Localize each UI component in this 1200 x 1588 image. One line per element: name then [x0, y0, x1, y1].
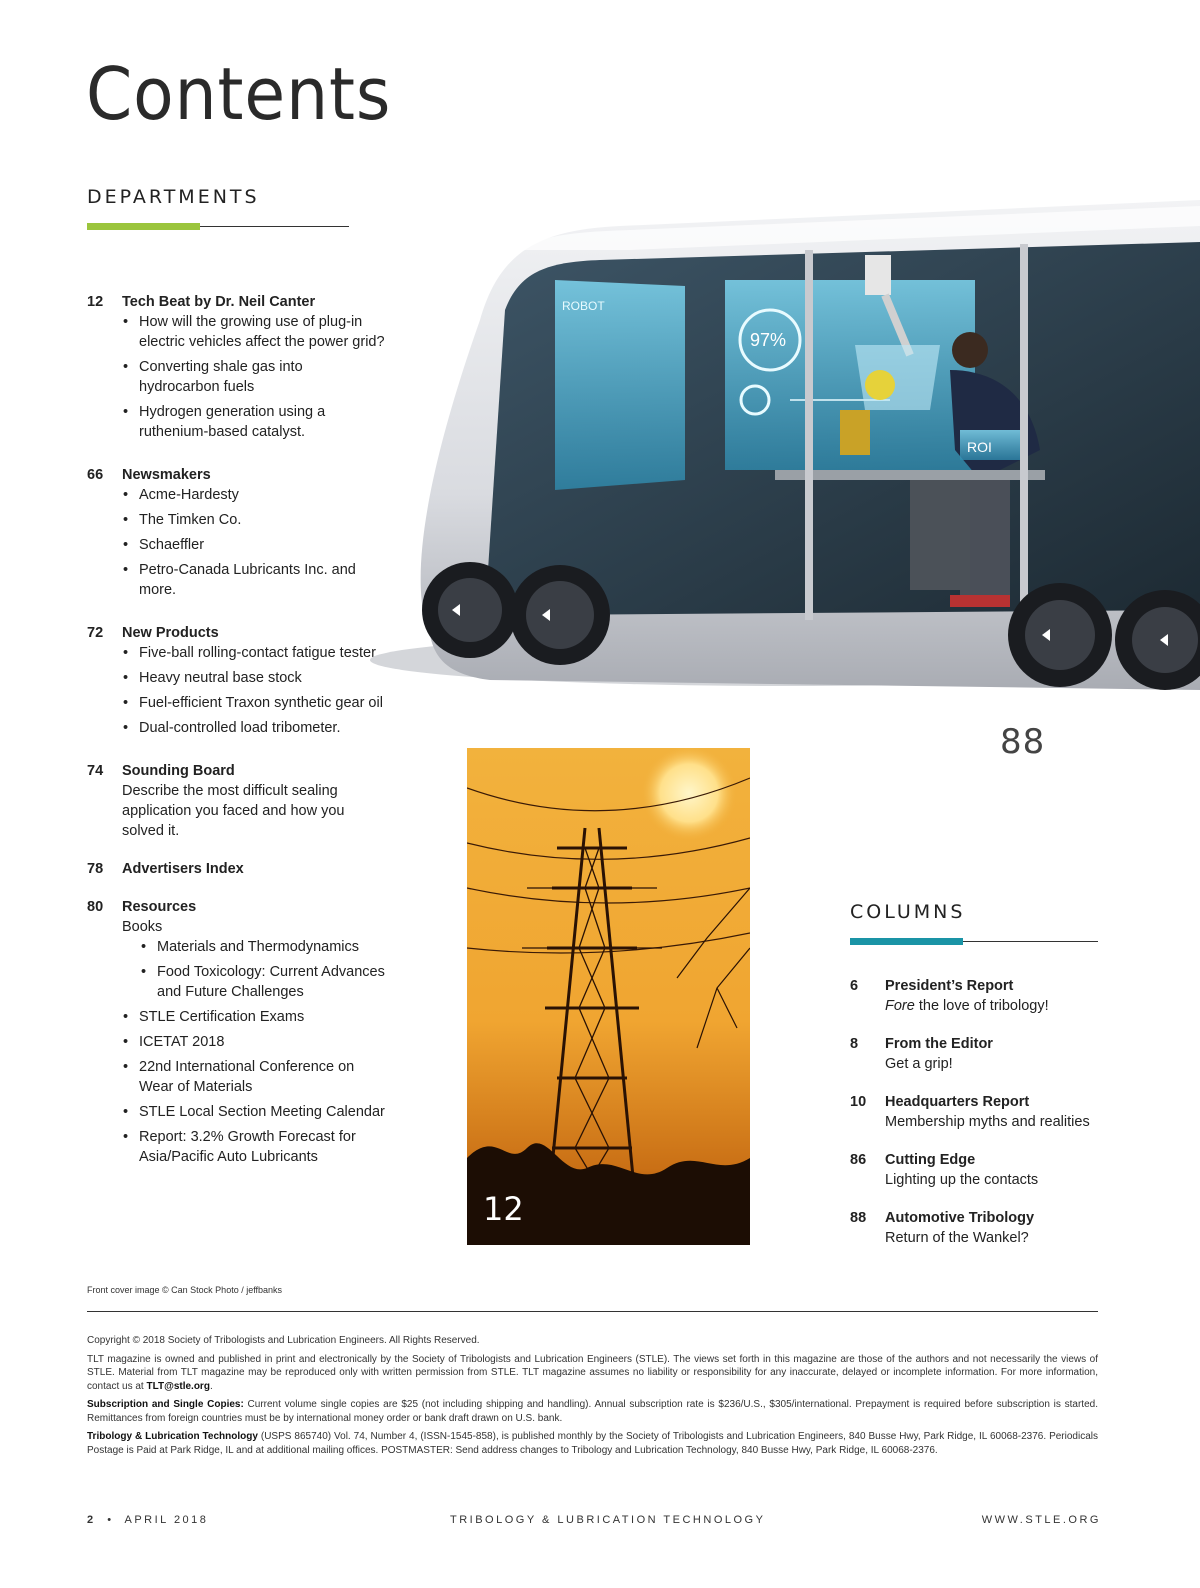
- list-item: • How will the growing use of plug-in electric vehicles affect the power grid?: [122, 312, 387, 352]
- toc-entry[interactable]: [850, 1150, 1110, 1190]
- toc-entry[interactable]: [87, 465, 387, 605]
- entry-description: the love of tribology!: [914, 998, 1049, 1014]
- page-footer: [87, 1514, 1101, 1528]
- entry-title: Newsmakers: [122, 467, 211, 483]
- copyright-line: Copyright © 2018 Society of Tribologists and Lubrication Engineers. All Rights Reserved.: [87, 1335, 480, 1346]
- list-item: • 22nd International Conference on Wear of Materials: [122, 1057, 387, 1097]
- departments-accent-bar: [87, 223, 200, 230]
- entry-page-number: 88: [850, 1210, 867, 1226]
- entry-title: New Products: [122, 625, 219, 641]
- footer-divider: [87, 1311, 1098, 1312]
- entry-description: Membership myths and realities: [885, 1114, 1090, 1130]
- toc-entry[interactable]: [850, 1208, 1110, 1248]
- screen-text-robot: ROBOT: [562, 299, 605, 313]
- entry-title: Advertisers Index: [122, 861, 244, 877]
- entry-page-number: 78: [87, 861, 104, 877]
- toc-entry[interactable]: [850, 1034, 1110, 1074]
- cover-image-credit: Front cover image © Can Stock Photo / jeffbanks: [87, 1285, 283, 1295]
- toc-entry[interactable]: [850, 976, 1110, 1016]
- list-item: • Acme-Hardesty: [122, 485, 387, 505]
- entry-page-number: 86: [850, 1152, 867, 1168]
- power-pylon-image: [467, 748, 750, 1245]
- list-item: • Petro-Canada Lubricants Inc. and more.: [122, 560, 387, 600]
- entry-title: President’s Report: [885, 978, 1014, 994]
- folio-separator: •: [107, 1514, 114, 1526]
- subscription-paragraph: Subscription and Single Copies: Current volume single copies are $25 (not including shipping and handling). Annual subscription rate is $236/U.S., $305/international. Prepayment is required before subscription is started. Remittances from foreign countries must be by international money order or bank draft drawn on U.S. bank.: [87, 1399, 1098, 1424]
- entry-title: Resources: [122, 899, 197, 915]
- entry-page-number: 74: [87, 763, 104, 779]
- list-item: • The Timken Co.: [122, 510, 387, 530]
- screen-text-roi: ROI: [967, 439, 992, 455]
- entry-description: Lighting up the contacts: [885, 1172, 1039, 1188]
- toc-entry[interactable]: [87, 897, 387, 1172]
- toc-entry[interactable]: [87, 761, 387, 841]
- list-item: • STLE Local Section Meeting Calendar: [122, 1102, 387, 1122]
- list-item: • Food Toxicology: Current Advances and Future Challenges: [140, 962, 387, 1002]
- entry-page-number: 10: [850, 1094, 867, 1110]
- entry-page-number: 72: [87, 625, 104, 641]
- ownership-paragraph: TLT magazine is owned and published in print and electronically by the Society of Tribologists and Lubrication Engineers (STLE). The views set forth in this magazine are those of the authors and not necessarily the views of STLE. Material from TLT magazine may be reproduced only with written permission from STLE. TLT magazine assumes no liability or responsibility for any inaccurate, delayed or incomplete information. For more information, contact us at TLT@stle.org.: [87, 1353, 1098, 1392]
- entry-description: Describe the most difficult sealing application you faced and how you solved it.: [122, 783, 345, 839]
- entry-italic-word: Fore: [885, 998, 915, 1014]
- issue-date: APRIL 2018: [124, 1514, 209, 1526]
- magazine-name: TRIBOLOGY & LUBRICATION TECHNOLOGY: [450, 1514, 766, 1526]
- list-item: • ICETAT 2018: [122, 1032, 387, 1052]
- list-item: • Schaeffler: [122, 535, 387, 555]
- list-item: • Heavy neutral base stock: [122, 668, 387, 688]
- bus-page-number: 88: [1000, 722, 1046, 762]
- toc-entry[interactable]: [87, 859, 387, 879]
- entry-title: From the Editor: [885, 1036, 993, 1052]
- columns-list: [850, 976, 1110, 1266]
- list-item: • Converting shale gas into hydrocarbon fuels: [122, 357, 387, 397]
- entry-title: Cutting Edge: [885, 1152, 976, 1168]
- entry-page-number: 66: [87, 467, 104, 483]
- entry-page-number: 8: [850, 1036, 859, 1052]
- toc-entry[interactable]: [87, 292, 387, 447]
- entry-page-number: 80: [87, 899, 104, 915]
- contact-email-link[interactable]: TLT@stle.org: [146, 1380, 210, 1392]
- entry-page-number: 6: [850, 978, 859, 994]
- toc-entry[interactable]: [850, 1092, 1110, 1132]
- columns-heading: COLUMNS: [850, 901, 966, 923]
- departments-list: [87, 292, 387, 1190]
- page-number: 2: [87, 1514, 96, 1526]
- entry-description: Return of the Wankel?: [885, 1230, 1029, 1246]
- columns-accent-bar: [850, 938, 963, 945]
- list-item: • Hydrogen generation using a ruthenium-based catalyst.: [122, 402, 387, 442]
- list-item: • Report: 3.2% Growth Forecast for Asia/Pacific Auto Lubricants: [122, 1127, 387, 1167]
- page-title: Contents: [86, 52, 392, 136]
- list-item: • Materials and Thermodynamics: [140, 937, 387, 957]
- list-item: • Dual-controlled load tribometer.: [122, 718, 387, 738]
- entry-title: Automotive Tribology: [885, 1210, 1035, 1226]
- screen-text-percent: 97%: [750, 330, 787, 350]
- departments-heading: DEPARTMENTS: [87, 186, 260, 208]
- toc-entry[interactable]: [87, 623, 387, 743]
- autonomous-bus-image: [370, 190, 1200, 710]
- list-item: • STLE Certification Exams: [122, 1007, 387, 1027]
- publication-paragraph: Tribology & Lubrication Technology (USPS 865740) Vol. 74, Number 4, (ISSN-1545-858), is published monthly by the Society of Tribologists and Lubrication Engineers, 840 Busse Hwy, Park Ridge, IL 60068-2376. Periodicals Postage is Paid at Park Ridge, IL and at additional mailing offices. POSTMASTER: Send address changes to Tribology and Lubrication Technology, 840 Busse Hwy, Park Ridge, IL 60068-2376.: [87, 1431, 1098, 1456]
- entry-title: Tech Beat by Dr. Neil Canter: [122, 294, 316, 310]
- entry-page-number: 12: [87, 294, 104, 310]
- list-item: • Fuel-efficient Traxon synthetic gear oil: [122, 693, 387, 713]
- entry-subtitle: Books: [122, 919, 163, 935]
- entry-title: Headquarters Report: [885, 1094, 1030, 1110]
- entry-description: Get a grip!: [885, 1056, 953, 1072]
- legal-notice: [87, 1334, 1098, 1462]
- footer-left: [87, 1514, 208, 1526]
- list-item: • Five-ball rolling-contact fatigue tester: [122, 643, 387, 663]
- pylon-page-number: 12: [483, 1190, 524, 1228]
- website-link[interactable]: WWW.STLE.ORG: [981, 1514, 1101, 1526]
- entry-title: Sounding Board: [122, 763, 235, 779]
